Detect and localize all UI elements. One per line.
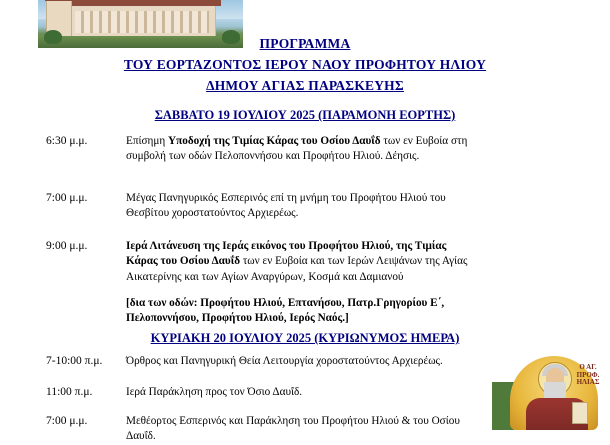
saint-icon-inscription: Ο ΑΓ. ΠΡΟΦ. ΗΛΙΑΣ (576, 363, 600, 387)
saint-icon-scroll (572, 402, 588, 424)
schedule-description: Μεθέορτος Εσπερινός και Παράκληση του Προφήτου Ηλιού & του Οσίου Δαυΐδ. (126, 415, 460, 443)
photo-church-columns (75, 11, 209, 33)
page-title: ΠΡΟΓΡΑΜΜΑ (259, 36, 351, 51)
schedule-time: 9:00 μ.μ. (46, 240, 88, 252)
photo-church-roof (63, 0, 221, 6)
schedule-description: Ιερά Παράκληση προς τον Όσιο Δαυΐδ. (126, 386, 303, 398)
schedule-time: 6:30 μ.μ. (46, 135, 88, 147)
page-subtitle-2: ΔΗΜΟΥ ΑΓΙΑΣ ΠΑΡΑΣΚΕΥΗΣ (206, 77, 404, 93)
schedule-time: 11:00 π.μ. (46, 386, 93, 398)
schedule-route-text: [δια των οδών: Προφήτου Ηλιού, Επτανήσου, Πατρ.Γρηγορίου Ε΄, Πελοποννήσου, Προφήτου Ηλιού, Ιερός Ναός.] (126, 297, 445, 325)
schedule-description: Ιερά Λιτάνευση της Ιεράς εικόνος του Προφήτου Ηλιού, της Τιμίας Κάρας του Οσίου Δαυΐδ των εν Ευβοία και των Ιερών Λειψάνων της Αγίας Αικατερίνης και των Αγίων Αναργύρων, Κοσμά και Δαμιανού (126, 240, 468, 283)
section-heading-sunday: ΚΥΡΙΑΚΗ 20 ΙΟΥΛΙΟΥ 2025 (ΚΥΡΙΩΝΥΜΟΣ ΗΜΕΡΑ) (150, 331, 460, 345)
schedule-time: 7:00 μ.μ. (46, 192, 88, 204)
schedule-description: Όρθρος και Πανηγυρική Θεία Λειτουργία χοροστατούντος Αρχιερέως. (126, 355, 443, 367)
saint-icon (492, 352, 602, 430)
section-heading-saturday: ΣΑΒΒΑΤΟ 19 ΙΟΥΛΙΟΥ 2025 (ΠΑΡΑΜΟΝΗ ΕΟΡΤΗΣ) (154, 108, 456, 122)
schedule-time: 7-10:00 π.μ. (46, 355, 103, 367)
photo-bell-tower-roof (45, 0, 75, 1)
schedule-description: Μέγας Πανηγυρικός Εσπερινός επί τη μνήμη του Προφήτου Ηλιού του Θεσβίτου χοροστατούντος Αρχιερέως. (126, 192, 446, 220)
schedule-time: 7:00 μ.μ. (46, 415, 88, 427)
photo-church-building (66, 2, 216, 38)
schedule-description: Επίσημη Υποδοχή της Τιμίας Κάρας του Οσίου Δαυΐδ των εν Ευβοία στη συμβολή των οδών Πελοποννήσου και Προφήτου Ηλιού. Δέησις. (126, 135, 468, 163)
document-title-block (0, 34, 610, 97)
page-subtitle: ΤΟΥ ΕΟΡΤΑΖΟΝΤΟΣ ΙΕΡΟΥ ΝΑΟΥ ΠΡΟΦΗΤΟΥ ΗΛΙΟΥ (123, 56, 487, 72)
